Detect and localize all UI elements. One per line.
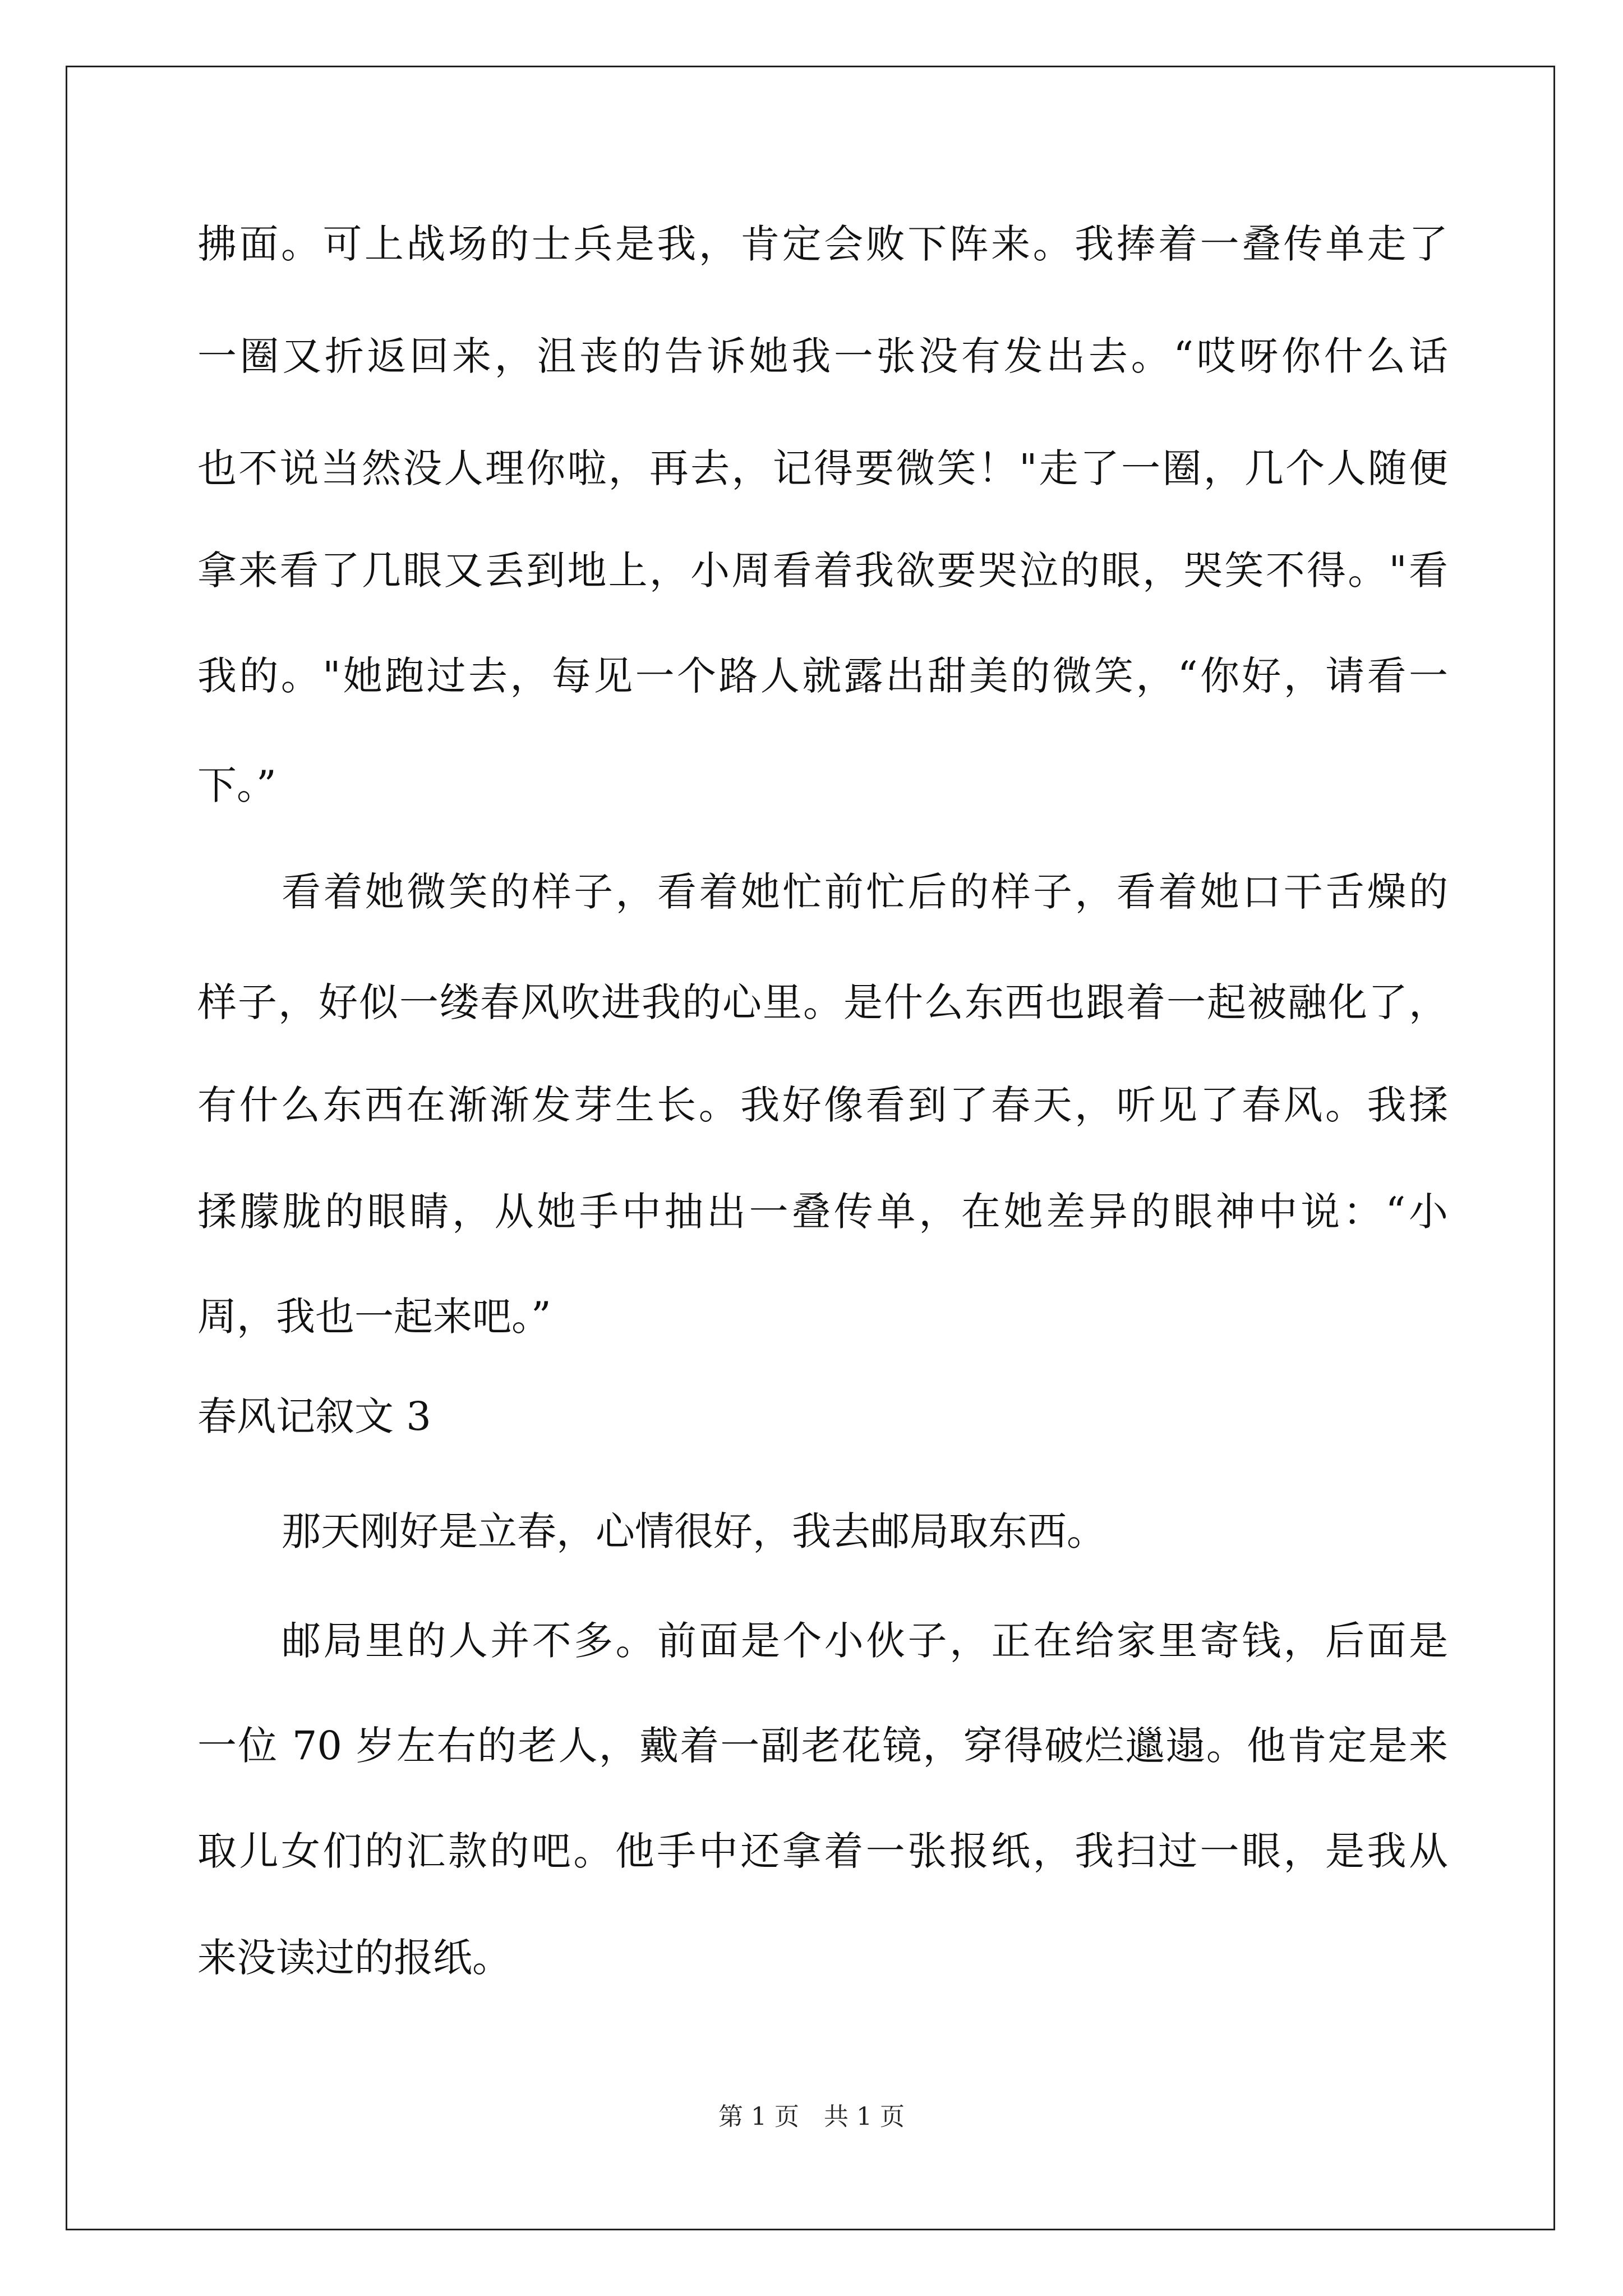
paragraph-2-line-4: 揉朦胧的眼睛，从她手中抽出一叠传单，在她差异的眼神中说：“小 [197, 1189, 1448, 1235]
paragraph-2-line-1: 看着她微笑的样子，看着她忙前忙后的样子，看着她口干舌燥的 [282, 869, 1448, 915]
paragraph-3-line-1: 那天刚好是立春，心情很好，我去邮局取东西。 [282, 1508, 1106, 1554]
paragraph-1-line-6: 下。” [197, 762, 276, 808]
paragraph-1-line-1: 拂面。可上战场的士兵是我，肯定会败下阵来。我捧着一叠传单走了 [197, 221, 1448, 267]
paragraph-2-line-3: 有什么东西在渐渐发芽生长。我好像看到了春天，听见了春风。我揉 [197, 1082, 1448, 1128]
section-heading: 春风记叙文 3 [197, 1393, 431, 1439]
paragraph-1-line-4: 拿来看了几眼又丢到地上，小周看着我欲要哭泣的眼，哭笑不得。"看 [197, 547, 1448, 593]
paragraph-4-line-3: 取儿女们的汇款的吧。他手中还拿着一张报纸，我扫过一眼，是我从 [197, 1828, 1448, 1874]
paragraph-4-line-1: 邮局里的人并不多。前面是个小伙子，正在给家里寄钱，后面是 [282, 1618, 1448, 1664]
paragraph-1-line-5: 我的。"她跑过去，每见一个路人就露出甜美的微笑，“你好，请看一 [197, 653, 1448, 699]
page-border [66, 66, 1555, 2230]
paragraph-2-line-5: 周，我也一起来吧。” [197, 1294, 551, 1340]
paragraph-4-line-2: 一位 70 岁左右的老人，戴着一副老花镜，穿得破烂邋遢。他肯定是来 [197, 1723, 1448, 1769]
paragraph-2-line-2: 样子，好似一缕春风吹进我的心里。是什么东西也跟着一起被融化了， [197, 979, 1448, 1025]
page-number-footer: 第 1 页 共 1 页 [718, 2102, 905, 2131]
paragraph-1-line-2: 一圈又折返回来，沮丧的告诉她我一张没有发出去。“哎呀你什么话 [197, 333, 1448, 379]
paragraph-1-line-3: 也不说当然没人理你啦，再去，记得要微笑！"走了一圈，几个人随便 [197, 445, 1448, 491]
paragraph-4-line-4: 来没读过的报纸。 [197, 1935, 511, 1981]
